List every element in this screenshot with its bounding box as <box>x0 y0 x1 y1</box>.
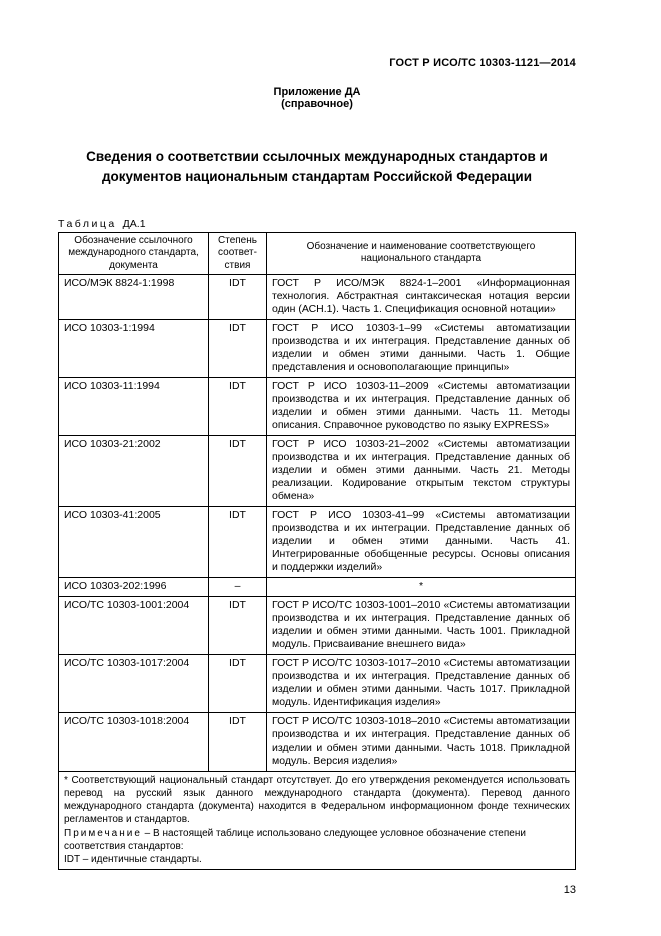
cell-national-standard: ГОСТ Р ИСО 10303-41–99 «Системы автоматизации производства и их интеграции. Представление данных об изделии и обмен этими данными. Часть 41. Интегрированные обобщенные ресурсы. Основы описания и поддержки изделий» <box>267 507 576 578</box>
cell-ref-standard: ИСО 10303-11:1994 <box>59 378 209 436</box>
annex-subtitle: (справочное) <box>281 98 353 110</box>
correspondence-table <box>58 232 576 870</box>
cell-national-standard: ГОСТ Р ИСО/ТС 10303-1001–2010 «Системы автоматизации производства и их интеграция. Представление данных об изделии и обмен этими данными. Часть 1001. Прикладной модуль. Присваивание внешнего вида» <box>267 597 576 655</box>
cell-ref-standard: ИСО 10303-202:1996 <box>59 578 209 597</box>
table-label <box>58 218 576 230</box>
table-label-word: Таблица <box>58 217 117 230</box>
cell-ref-standard: ИСО 10303-21:2002 <box>59 436 209 507</box>
table-row <box>59 713 576 771</box>
cell-national-standard: ГОСТ Р ИСО 10303-1–99 «Системы автоматизации производства и их интеграция. Представление данных об изделии и обмен этими данными. Часть 1. Общие представления и основополагающие принципы» <box>267 320 576 378</box>
cell-national-standard: ГОСТ Р ИСО/ТС 10303-1018–2010 «Системы автоматизации производства и их интеграция. Представление данных об изделии и обмен этими данными. Часть 1018. Прикладной модуль. Версия изделия» <box>267 713 576 771</box>
header-ref-standard: Обозначение ссылочного международного стандарта, документа <box>59 232 209 275</box>
cell-degree: IDT <box>209 320 267 378</box>
document-code: ГОСТ Р ИСО/ТС 10303-1121—2014 <box>389 57 576 69</box>
table-header-row <box>59 232 576 275</box>
cell-degree: IDT <box>209 436 267 507</box>
page-number: 13 <box>563 884 576 896</box>
cell-ref-standard: ИСО/ТС 10303-1018:2004 <box>59 713 209 771</box>
cell-national-standard: ГОСТ Р ИСО/ТС 10303-1017–2010 «Системы автоматизации производства и их интеграция. Представление данных об изделии и обмен этими данными. Часть 1017. Прикладной модуль. Идентификация изделия» <box>267 655 576 713</box>
cell-national-standard: ГОСТ Р ИСО 10303-11–2009 «Системы автоматизации производства и их интеграция. Представление данных об изделии и обмен этими данными. Часть 11. Методы описания. Справочное руководство по языку EXPRESS» <box>267 378 576 436</box>
cell-ref-standard: ИСО/МЭК 8824-1:1998 <box>59 275 209 320</box>
cell-degree: IDT <box>209 507 267 578</box>
table-row <box>59 320 576 378</box>
header-national-standard: Обозначение и наименование соответствующего национального стандарта <box>267 232 576 275</box>
table-label-number: ДА.1 <box>122 217 146 230</box>
cell-degree: – <box>209 578 267 597</box>
table-row <box>59 436 576 507</box>
table-footnote-row <box>59 771 576 869</box>
table-row <box>59 378 576 436</box>
page-title: Сведения о соответствии ссылочных международных стандартов и документов национальным стандартам Российской Федерации <box>86 149 548 185</box>
table-row <box>59 655 576 713</box>
cell-degree: IDT <box>209 713 267 771</box>
footnote-note <box>64 827 570 853</box>
cell-ref-standard: ИСО 10303-1:1994 <box>59 320 209 378</box>
table-row <box>59 507 576 578</box>
footnote-asterisk-note: * Соответствующий национальный стандарт отсутствует. До его утверждения рекомендуется использовать перевод на русский язык данного международного стандарта (документа). Перевод данного международного стандарта (документа) находится в Федеральном информационном фонде технических регламентов и стандартов. <box>64 774 570 825</box>
table-row <box>59 578 576 597</box>
table-row <box>59 597 576 655</box>
header-degree: Степень соответ-ствия <box>209 232 267 275</box>
cell-degree: IDT <box>209 378 267 436</box>
table-row <box>59 275 576 320</box>
cell-ref-standard: ИСО 10303-41:2005 <box>59 507 209 578</box>
cell-degree: IDT <box>209 275 267 320</box>
annex-title: Приложение ДА <box>273 86 361 98</box>
cell-national-standard: * <box>267 578 576 597</box>
cell-ref-standard: ИСО/ТС 10303-1017:2004 <box>59 655 209 713</box>
cell-degree: IDT <box>209 597 267 655</box>
footnote-note-text: – В настоящей таблице использовано следующее условное обозначение степени соответствия стандартов: <box>64 827 526 852</box>
footnote-note-word: Примечание <box>64 827 142 839</box>
cell-degree: IDT <box>209 655 267 713</box>
footnote-idt-definition: IDT – идентичные стандарты. <box>64 853 202 865</box>
cell-ref-standard: ИСО/ТС 10303-1001:2004 <box>59 597 209 655</box>
cell-national-standard: ГОСТ Р ИСО 10303-21–2002 «Системы автоматизации производства и их интеграция. Представление данных об изделии и обмен этими данными. Часть 21. Методы реализации. Кодирование открытым текстом структуры обмена» <box>267 436 576 507</box>
table-footnote <box>59 771 576 869</box>
cell-national-standard: ГОСТ Р ИСО/МЭК 8824-1–2001 «Информационная технология. Абстрактная синтаксическая нотация версии один (АСН.1). Часть 1. Спецификация основной нотации» <box>267 275 576 320</box>
